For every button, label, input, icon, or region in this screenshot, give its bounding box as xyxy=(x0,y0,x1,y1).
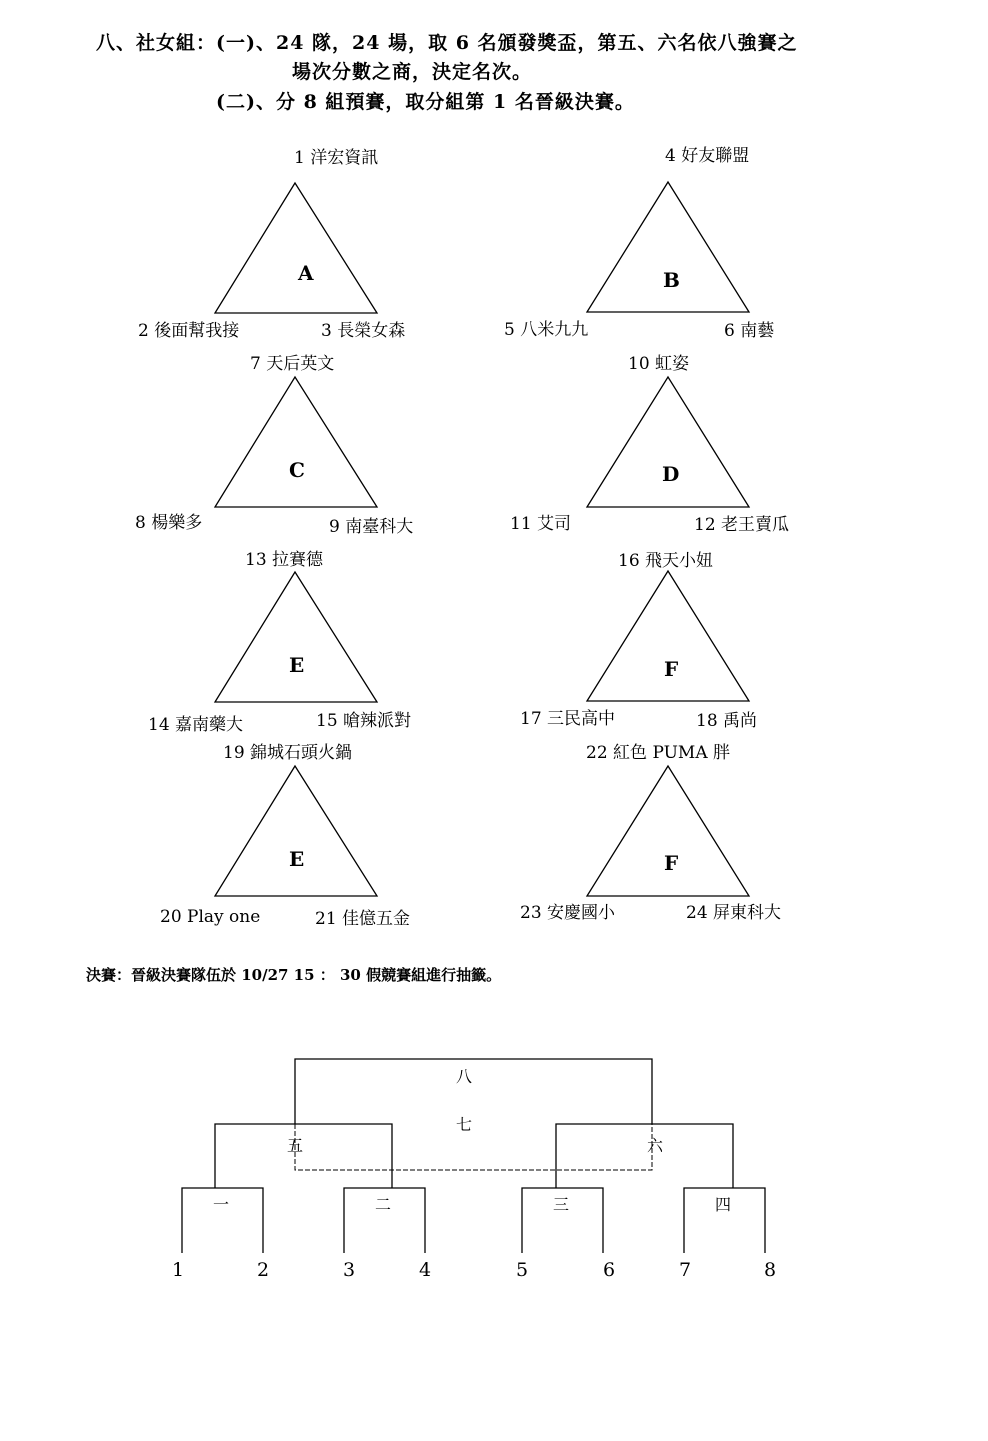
team-label: 6 南藝 xyxy=(724,321,775,341)
bracket-game-label: 四 xyxy=(715,1195,732,1214)
bracket-slot-number: 2 xyxy=(257,1259,270,1281)
team-label: 5 八米九九 xyxy=(504,320,589,340)
bracket-game-label: 七 xyxy=(456,1115,473,1134)
team-label: 17 三民高中 xyxy=(520,709,616,729)
header-line-3: (二)、分 8 組預賽，取分組第 1 名晉級決賽。 xyxy=(216,91,635,113)
team-label: 11 艾司 xyxy=(510,514,572,534)
group-triangle-8 xyxy=(587,766,749,896)
group-label: B xyxy=(663,268,680,292)
bracket-slot-number: 7 xyxy=(679,1259,692,1281)
header-line-1: 八、社女組：(一)、24 隊，24 場，取 6 名頒發獎盃，第五、六名依八強賽之 xyxy=(96,32,798,54)
team-label: 14 嘉南藥大 xyxy=(148,715,244,735)
bracket-game-label: 三 xyxy=(553,1195,570,1214)
team-label: 3 長榮女森 xyxy=(321,321,406,341)
group-label: A xyxy=(298,261,314,285)
team-label: 19 錦城石頭火鍋 xyxy=(223,743,353,763)
group-label: F xyxy=(664,657,679,681)
team-label: 7 天后英文 xyxy=(250,354,335,374)
group-triangle-1 xyxy=(215,183,377,313)
bracket-game-label: 五 xyxy=(287,1136,304,1155)
bracket-slot-number: 6 xyxy=(603,1259,616,1281)
group-triangle-7 xyxy=(215,766,377,896)
team-label: 2 後面幫我接 xyxy=(138,321,240,341)
bracket-slot-number: 1 xyxy=(172,1259,185,1281)
group-triangle-5 xyxy=(215,572,377,702)
team-label: 9 南臺科大 xyxy=(329,517,414,537)
team-label: 1 洋宏資訊 xyxy=(294,148,379,168)
team-label: 20 Play one xyxy=(160,907,261,927)
bracket-slot-number: 5 xyxy=(516,1259,529,1281)
bracket-line-game-5 xyxy=(215,1124,392,1188)
group-label: F xyxy=(664,851,679,875)
group-triangle-3 xyxy=(215,377,377,507)
group-label: E xyxy=(289,653,305,677)
bracket-game-label: 一 xyxy=(213,1195,230,1214)
team-label: 15 嗆辣派對 xyxy=(316,711,412,731)
team-label: 4 好友聯盟 xyxy=(665,146,750,166)
bracket-slot-number: 8 xyxy=(764,1259,777,1281)
bracket-slot-number: 3 xyxy=(343,1259,356,1281)
bracket-game-label: 八 xyxy=(456,1067,473,1086)
bracket-line-game-7 xyxy=(295,1124,652,1170)
final-draw-note: 決賽：晉級決賽隊伍於 10/27 15 ： 30 假競賽組進行抽籤。 xyxy=(86,966,502,984)
group-label: D xyxy=(662,462,680,486)
team-label: 13 拉賽德 xyxy=(245,550,324,570)
team-label: 24 屏東科大 xyxy=(686,903,782,923)
group-label: E xyxy=(289,847,305,871)
header-line-2: 場次分數之商，決定名次。 xyxy=(292,61,533,83)
bracket-line-game-6 xyxy=(556,1124,733,1188)
team-label: 23 安慶國小 xyxy=(520,903,616,923)
group-triangle-2 xyxy=(587,182,749,312)
bracket-game-label: 六 xyxy=(647,1136,664,1155)
team-label: 16 飛天小妞 xyxy=(618,551,714,571)
team-label: 18 禹尚 xyxy=(696,711,758,731)
bracket-game-label: 二 xyxy=(375,1195,392,1214)
bracket-slot-number: 4 xyxy=(419,1259,432,1281)
team-label: 10 虹姿 xyxy=(628,354,690,374)
team-label: 21 佳億五金 xyxy=(315,909,411,929)
bracket-line-game-8 xyxy=(295,1059,652,1124)
group-label: C xyxy=(289,458,305,482)
team-label: 22 紅色 PUMA 胖 xyxy=(586,743,730,763)
team-label: 8 楊樂多 xyxy=(135,513,203,533)
group-triangle-6 xyxy=(587,571,749,701)
group-triangle-4 xyxy=(587,377,749,507)
team-label: 12 老王賣瓜 xyxy=(694,515,790,535)
